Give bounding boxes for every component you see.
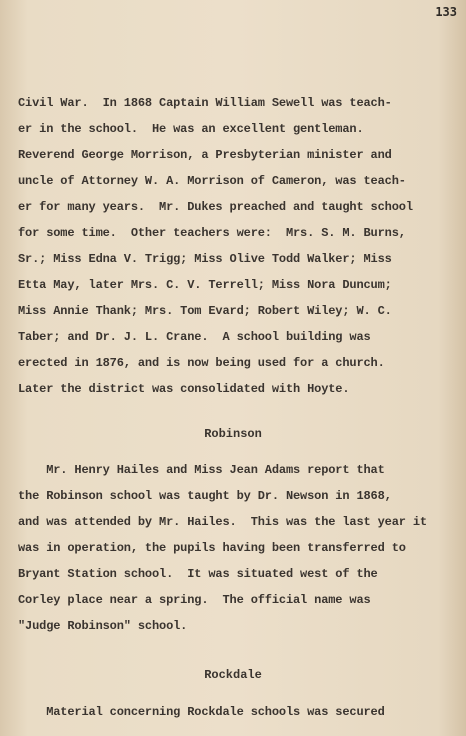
paragraph1-line: Later the district was consolidated with Hoyte. xyxy=(18,382,350,396)
section-heading-rockdale: Rockdale xyxy=(204,668,262,682)
paragraph2-line: Bryant Station school. It was situated west of the xyxy=(18,567,378,581)
paragraph2-line: Corley place near a spring. The official name was xyxy=(18,593,371,607)
paragraph1-line: Civil War. In 1868 Captain William Sewell was teach- xyxy=(18,96,392,110)
section-heading-robinson: Robinson xyxy=(204,427,262,441)
paragraph1-line: for some time. Other teachers were: Mrs. S. M. Burns, xyxy=(18,226,406,240)
paragraph2-line: "Judge Robinson" school. xyxy=(18,619,188,633)
paragraph1-line: Reverend George Morrison, a Presbyterian minister and xyxy=(18,148,392,162)
paragraph1-line: Taber; and Dr. J. L. Crane. A school building was xyxy=(18,330,371,344)
paragraph2-line: and was attended by Mr. Hailes. This was the last year it xyxy=(18,515,427,529)
paragraph2-line: was in operation, the pupils having been transferred to xyxy=(18,541,406,555)
paragraph1-line: uncle of Attorney W. A. Morrison of Cameron, was teach- xyxy=(18,174,406,188)
paragraph1-line: erected in 1876, and is now being used for a church. xyxy=(18,356,385,370)
paragraph1-line: er for many years. Mr. Dukes preached and taught school xyxy=(18,200,413,214)
paragraph1-line: Miss Annie Thank; Mrs. Tom Evard; Robert Wiley; W. C. xyxy=(18,304,392,318)
paragraph3-line: Material concerning Rockdale schools was secured xyxy=(18,705,385,719)
paragraph2-line: the Robinson school was taught by Dr. Newson in 1868, xyxy=(18,489,392,503)
paragraph2-line: Mr. Henry Hailes and Miss Jean Adams report that xyxy=(18,463,385,477)
paragraph1-line: Etta May, later Mrs. C. V. Terrell; Miss Nora Duncum; xyxy=(18,278,392,292)
paragraph1-line: er in the school. He was an excellent gentleman. xyxy=(18,122,364,136)
page-number: 133 xyxy=(435,5,457,19)
paragraph1-line: Sr.; Miss Edna V. Trigg; Miss Olive Todd Walker; Miss xyxy=(18,252,392,266)
